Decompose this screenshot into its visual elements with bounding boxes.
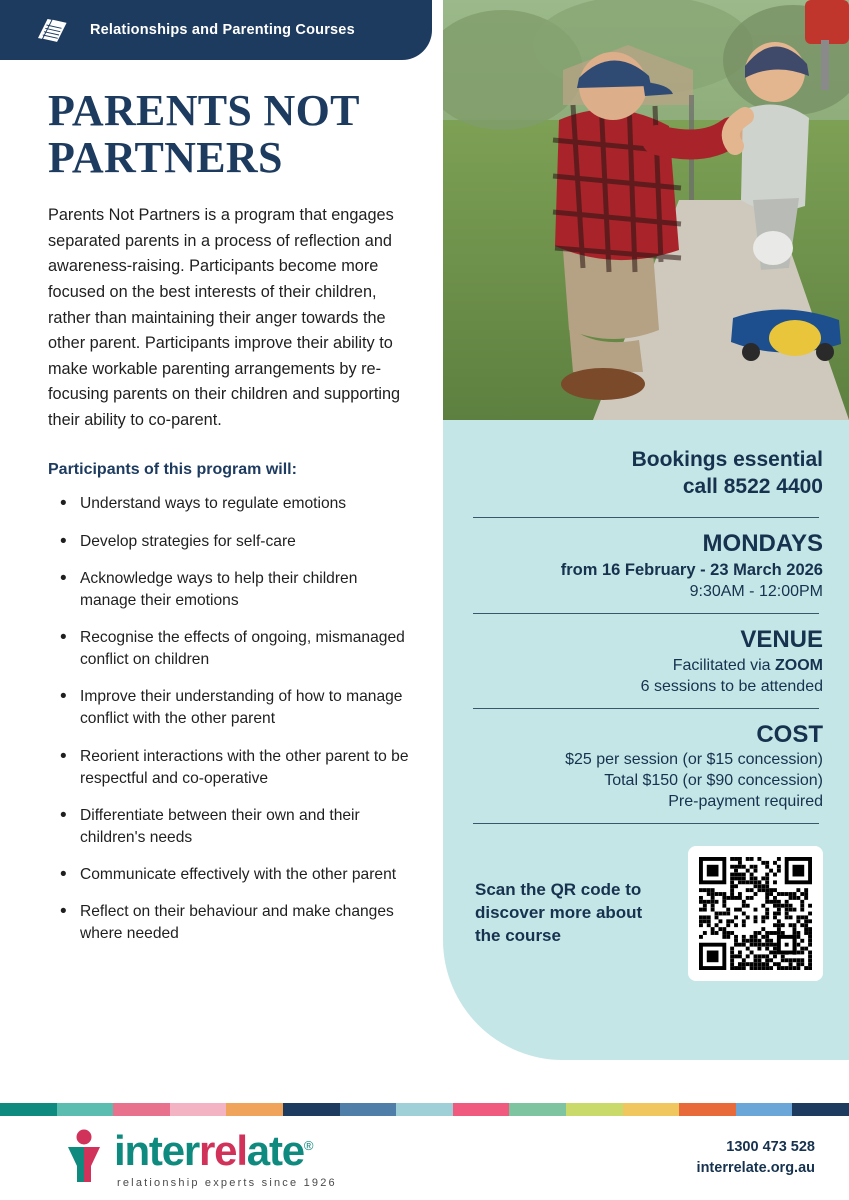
list-item: • Develop strategies for self-care (52, 531, 409, 553)
venue-heading: VENUE (740, 626, 823, 654)
venue-line-2: 6 sessions to be attended (640, 677, 823, 695)
colour-bar-segment (566, 1103, 623, 1116)
colour-bar-segment (113, 1103, 170, 1116)
right-column (443, 0, 849, 1060)
venue-prefix: Facilitated via (672, 656, 775, 674)
outcomes-heading: Participants of this program will: (48, 461, 297, 479)
logo-wordmark (114, 1126, 337, 1174)
hero-photo (443, 0, 849, 420)
colour-bar-segment (679, 1103, 736, 1116)
bookings-line-2: call 8522 4400 (682, 475, 823, 499)
schedule-time: 9:30AM - 12:00PM (689, 583, 823, 601)
header-ribbon (0, 0, 432, 60)
logo-tagline: relationship experts since 1926 (117, 1176, 337, 1189)
bookings-block (469, 446, 823, 501)
venue-line-1 (469, 657, 823, 675)
cost-block (469, 721, 823, 812)
venue-platform: ZOOM (775, 656, 823, 674)
booklet-icon (34, 13, 74, 47)
colour-bar-segment (623, 1103, 680, 1116)
logo-word-c: ate (246, 1126, 304, 1174)
colour-bar (0, 1103, 849, 1116)
footer (0, 1116, 849, 1200)
info-panel (443, 420, 849, 1060)
qr-instruction: Scan the QR code to discover more about the course (475, 880, 643, 946)
person-mark-icon (60, 1128, 106, 1189)
colour-bar-segment (226, 1103, 283, 1116)
schedule-heading: MONDAYS (702, 529, 823, 557)
colour-bar-segment (340, 1103, 397, 1116)
colour-bar-segment (170, 1103, 227, 1116)
colour-bar-segment (792, 1103, 849, 1116)
venue-block (469, 626, 823, 696)
schedule-block (469, 530, 823, 602)
schedule-dates: from 16 February - 23 March 2026 (560, 561, 823, 580)
cost-heading: COST (756, 720, 823, 748)
interrelate-logo (60, 1128, 337, 1189)
list-item: • Acknowledge ways to help their children manage their emotions (52, 568, 409, 612)
footer-phone[interactable]: 1300 473 528 (726, 1138, 815, 1155)
colour-bar-segment (0, 1103, 57, 1116)
divider (473, 613, 819, 614)
registered-mark: ® (303, 1137, 313, 1153)
qr-row (469, 846, 823, 981)
list-item: • Improve their understanding of how to manage conflict with the other parent (52, 686, 409, 730)
left-content-column (0, 60, 445, 1060)
colour-bar-segment (57, 1103, 114, 1116)
list-item: • Reflect on their behaviour and make changes where needed (52, 901, 409, 945)
list-item: • Recognise the effects of ongoing, mismanaged conflict on children (52, 627, 409, 671)
cost-line-1: $25 per session (or $15 concession) (565, 751, 823, 769)
cost-line-3: Pre-payment required (668, 793, 823, 811)
outcomes-list (48, 493, 409, 945)
ribbon-title: Relationships and Parenting Courses (90, 22, 355, 38)
list-item: • Reorient interactions with the other parent to be respectful and co-operative (52, 746, 409, 790)
divider (473, 517, 819, 518)
list-item: • Understand ways to regulate emotions (52, 493, 409, 515)
intro-paragraph: Parents Not Partners is a program that engages separated parents in a process of reflection and awareness-raising. Participants become more focused on the best interests of their children, rather than maintaining their anger towards the other parent. Participants improve their ability to make workable parenting arrangements by re-focusing parents on their children and supporting their ability to co-parent. (48, 206, 401, 429)
list-item: • Differentiate between their own and their children's needs (52, 805, 409, 849)
logo-word-a: inter (114, 1126, 200, 1174)
qr-code-icon[interactable] (688, 846, 823, 981)
logo-word-b: rel (199, 1126, 247, 1174)
colour-bar-segment (283, 1103, 340, 1116)
cost-line-2: Total $150 (or $90 concession) (604, 772, 823, 790)
colour-bar-segment (509, 1103, 566, 1116)
colour-bar-segment (396, 1103, 453, 1116)
colour-bar-segment (453, 1103, 510, 1116)
page-title: PARENTS NOT PARTNERS (48, 86, 359, 182)
footer-website[interactable]: interrelate.org.au (696, 1160, 815, 1176)
divider (473, 708, 819, 709)
bookings-line-1: Bookings essential (631, 448, 823, 471)
footer-contact (697, 1137, 815, 1179)
colour-bar-segment (736, 1103, 793, 1116)
list-item: • Communicate effectively with the other parent (52, 864, 409, 886)
divider (473, 823, 819, 824)
